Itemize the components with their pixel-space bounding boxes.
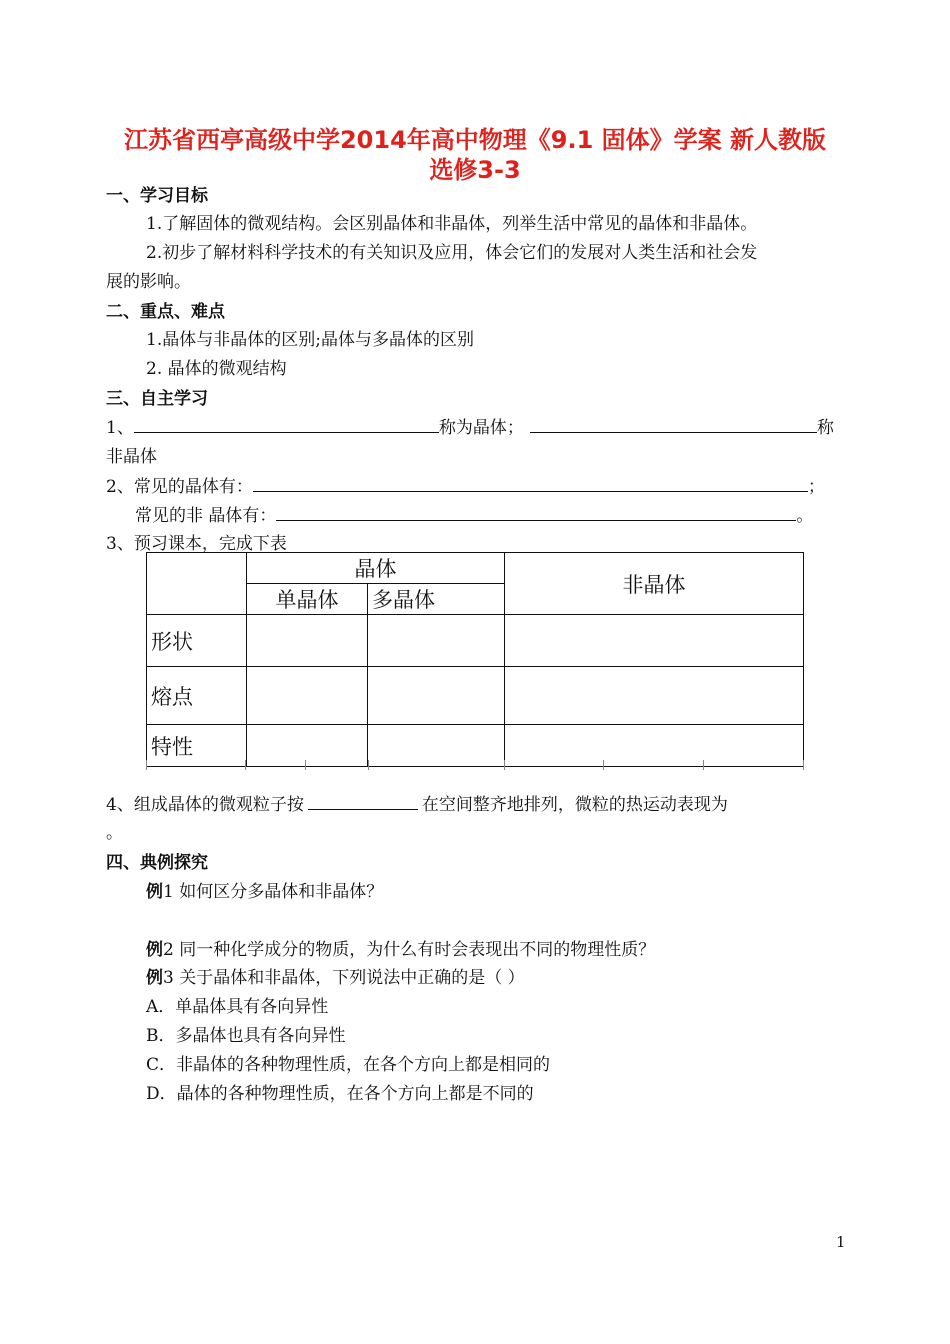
q1-number: 1、 <box>106 418 134 438</box>
cell-melting-single[interactable] <box>247 667 368 725</box>
key-point-2: 2. 晶体的微观结构 <box>146 359 287 379</box>
header-single-crystal: 单晶体 <box>247 584 368 615</box>
option-c: C．非晶体的各种物理性质，在各个方向上都是相同的 <box>146 1055 551 1075</box>
cell-melting-amorphous[interactable] <box>505 667 804 725</box>
table-tick <box>245 760 246 770</box>
example-1 <box>146 877 383 902</box>
section4-heading: 四、典例探究 <box>106 853 208 873</box>
section1-heading: 一、学习目标 <box>106 186 208 206</box>
table-tick <box>305 760 306 770</box>
comparison-table <box>146 552 804 767</box>
example-2 <box>146 935 655 960</box>
q1-end: 称 <box>816 418 834 438</box>
example-3-text: 3 关于晶体和非晶体，下列说法中正确的是（ ） <box>163 968 525 988</box>
question-2a <box>106 472 825 497</box>
table-tick <box>146 760 147 770</box>
row-label-property: 特性 <box>147 725 247 767</box>
goal-1: 1.了解固体的微观结构。会区别晶体和非晶体，列举生活中常见的晶体和非晶体。 <box>146 214 758 234</box>
q1-blank-1[interactable] <box>134 416 439 433</box>
example-1-label: 例 <box>146 882 163 902</box>
question-4-continued: 。 <box>106 823 123 843</box>
option-b: B．多晶体也具有各向异性 <box>146 1026 346 1046</box>
row-label-shape: 形状 <box>147 615 247 667</box>
header-crystal: 晶体 <box>247 553 505 584</box>
q1-middle: 称为晶体； <box>438 418 524 438</box>
example-1-text: 1 如何区分多晶体和非晶体？ <box>163 882 384 902</box>
q2b-blank[interactable] <box>276 504 796 521</box>
table-tick <box>368 760 369 770</box>
example-3-label: 例 <box>146 968 163 988</box>
q2b-end: 。 <box>796 506 814 526</box>
row-label-melting-point: 熔点 <box>147 667 247 725</box>
q2a-blank[interactable] <box>253 475 808 492</box>
section3-heading: 三、自主学习 <box>106 389 208 409</box>
example-3 <box>146 963 525 988</box>
q1-blank-2[interactable] <box>530 416 817 433</box>
q2b-text: 常见的非 晶体有： <box>135 506 277 526</box>
cell-property-amorphous[interactable] <box>505 725 804 767</box>
goal-2-continued: 展的影响。 <box>106 272 191 292</box>
question-1 <box>106 413 834 438</box>
doc-title-line2: 选修3-3 <box>429 156 521 184</box>
goal-2: 2.初步了解材料科学技术的有关知识及应用，体会它们的发展对人类生活和社会发 <box>146 243 758 263</box>
cell-shape-poly[interactable] <box>368 615 505 667</box>
header-amorphous: 非晶体 <box>505 553 804 615</box>
q4-text-b: 在空间整齐地排列，微粒的热运动表现为 <box>421 795 728 815</box>
q4-blank[interactable] <box>308 793 418 810</box>
table-tick <box>504 760 505 770</box>
example-2-text: 2 同一种化学成分的物质，为什么有时会表现出不同的物理性质？ <box>163 940 656 960</box>
example-2-label: 例 <box>146 940 163 960</box>
q2a-end: ； <box>807 477 825 497</box>
option-a: A．单晶体具有各向异性 <box>146 997 329 1017</box>
table-tick <box>703 760 704 770</box>
question-1-continued: 非晶体 <box>106 447 157 467</box>
table-tick <box>603 760 604 770</box>
option-d: D．晶体的各种物理性质，在各个方向上都是不同的 <box>146 1084 534 1104</box>
page-number: 1 <box>836 1233 846 1251</box>
cell-shape-amorphous[interactable] <box>505 615 804 667</box>
key-point-1: 1.晶体与非晶体的区别;晶体与多晶体的区别 <box>146 330 474 350</box>
question-2b <box>135 501 813 526</box>
q2a-text: 2、常见的晶体有： <box>106 477 253 497</box>
section2-heading: 二、重点、难点 <box>106 302 225 322</box>
question-3: 3、预习课本，完成下表 <box>106 534 287 554</box>
cell-melting-poly[interactable] <box>368 667 505 725</box>
q4-text-a: 4、组成晶体的微观粒子按 <box>106 795 304 815</box>
header-polycrystal: 多晶体 <box>368 584 505 615</box>
cell-property-poly[interactable] <box>368 725 505 767</box>
table-corner-cell <box>147 553 247 615</box>
cell-shape-single[interactable] <box>247 615 368 667</box>
table-tick <box>803 760 804 770</box>
cell-property-single[interactable] <box>247 725 368 767</box>
doc-title-line1: 江苏省西亭高级中学2014年高中物理《9.1 固体》学案 新人教版 <box>123 126 827 154</box>
question-4 <box>106 790 728 815</box>
